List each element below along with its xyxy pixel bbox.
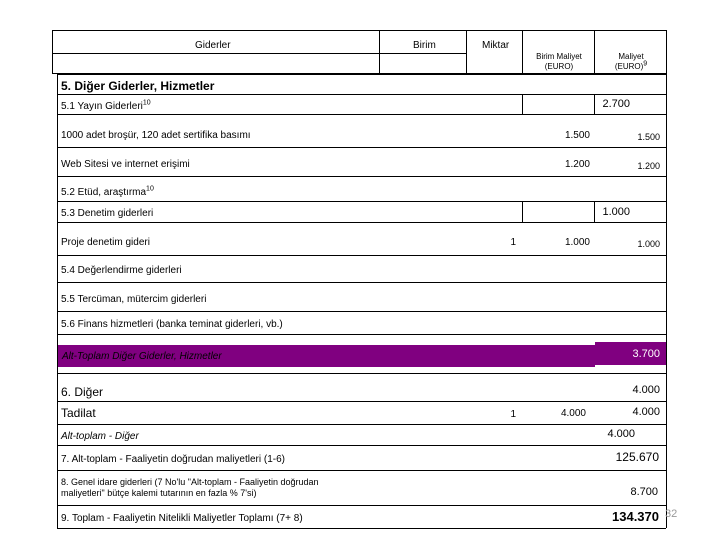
section-5-2-label: 5.2 Etüd, araştırma$^{10}$ xyxy=(61,185,154,198)
row-web-label: Web Sitesi ve internet erişimi xyxy=(61,159,190,170)
section-7-label: 7. Alt-toplam - Faaliyetin doğrudan maliyetleri (1-6) xyxy=(61,454,285,465)
row-denetim-label: Proje denetim gideri xyxy=(61,237,150,248)
section-5-3-label: 5.3 Denetim giderleri xyxy=(61,208,154,219)
row-tadilat-unit-cost: 4.000 xyxy=(560,408,586,419)
row-brosur-unit-cost: 1.500 xyxy=(564,130,590,141)
section-9-label: 9. Toplam - Faaliyetin Nitelikli Maliyetler Toplamı (7+ 8) xyxy=(61,513,303,524)
row-web-cost: 1.200 xyxy=(637,161,660,171)
row-tadilat-cost: 4.000 xyxy=(632,406,660,418)
section-5-6-label: 5.6 Finans hizmetleri (banka teminat giderleri, vb.) xyxy=(61,319,283,330)
section-6-total: 4.000 xyxy=(632,384,660,396)
page-number: 32 xyxy=(665,508,678,520)
subtotal-5-label: Alt-Toplam Diğer Giderler, Hizmetler xyxy=(62,351,222,362)
row-tadilat-qty: 1 xyxy=(510,409,516,420)
section-5-1-label: 5.1 Yayın Giderleri$^{10}$ xyxy=(61,99,151,112)
section-9-value: 134.370 xyxy=(612,509,659,524)
section-6-title: 6. Diğer xyxy=(61,385,104,399)
row-denetim-cost: 1.000 xyxy=(637,239,660,249)
section-5-1-total: 2.700 xyxy=(602,98,630,110)
section-5-5-label: 5.5 Tercüman, mütercim giderleri xyxy=(61,294,207,305)
subtotal-6-value: 4.000 xyxy=(607,428,635,440)
section-5-3-total: 1.000 xyxy=(602,206,630,218)
row-brosur-cost: 1.500 xyxy=(637,132,660,142)
subtotal-6-label: Alt-toplam - Diğer xyxy=(61,431,139,442)
row-denetim-qty: 1 xyxy=(510,237,516,248)
section-7-value: 125.670 xyxy=(615,450,659,464)
row-denetim-unit-cost: 1.000 xyxy=(564,237,590,248)
section-5-4-label: 5.4 Değerlendirme giderleri xyxy=(61,265,182,276)
section-5-title: 5. Diğer Giderler, Hizmetler xyxy=(61,79,215,93)
column-header-miktar: Miktar xyxy=(482,40,510,51)
row-web-unit-cost: 1.200 xyxy=(564,159,590,170)
subtotal-5-value: 3.700 xyxy=(632,348,660,360)
section-8-label: 8. Genel idare giderleri (7 No'lu "Alt-toplam - Faaliyetin doğrudan maliyetleri" bütçe kalemi tutarının en fazla % 7'si) xyxy=(61,477,319,498)
column-header-birim: Birim xyxy=(413,40,436,51)
column-header-maliyet: Maliyet (EURO)9 xyxy=(614,52,648,71)
column-header-birim-maliyet: Birim Maliyet (EURO) xyxy=(536,52,582,71)
column-header-giderler: Giderler xyxy=(195,40,231,51)
section-8-value: 8.700 xyxy=(630,486,658,498)
row-tadilat-label: Tadilat xyxy=(61,406,96,420)
row-brosur-label: 1000 adet broşür, 120 adet sertifika basımı xyxy=(61,130,251,141)
